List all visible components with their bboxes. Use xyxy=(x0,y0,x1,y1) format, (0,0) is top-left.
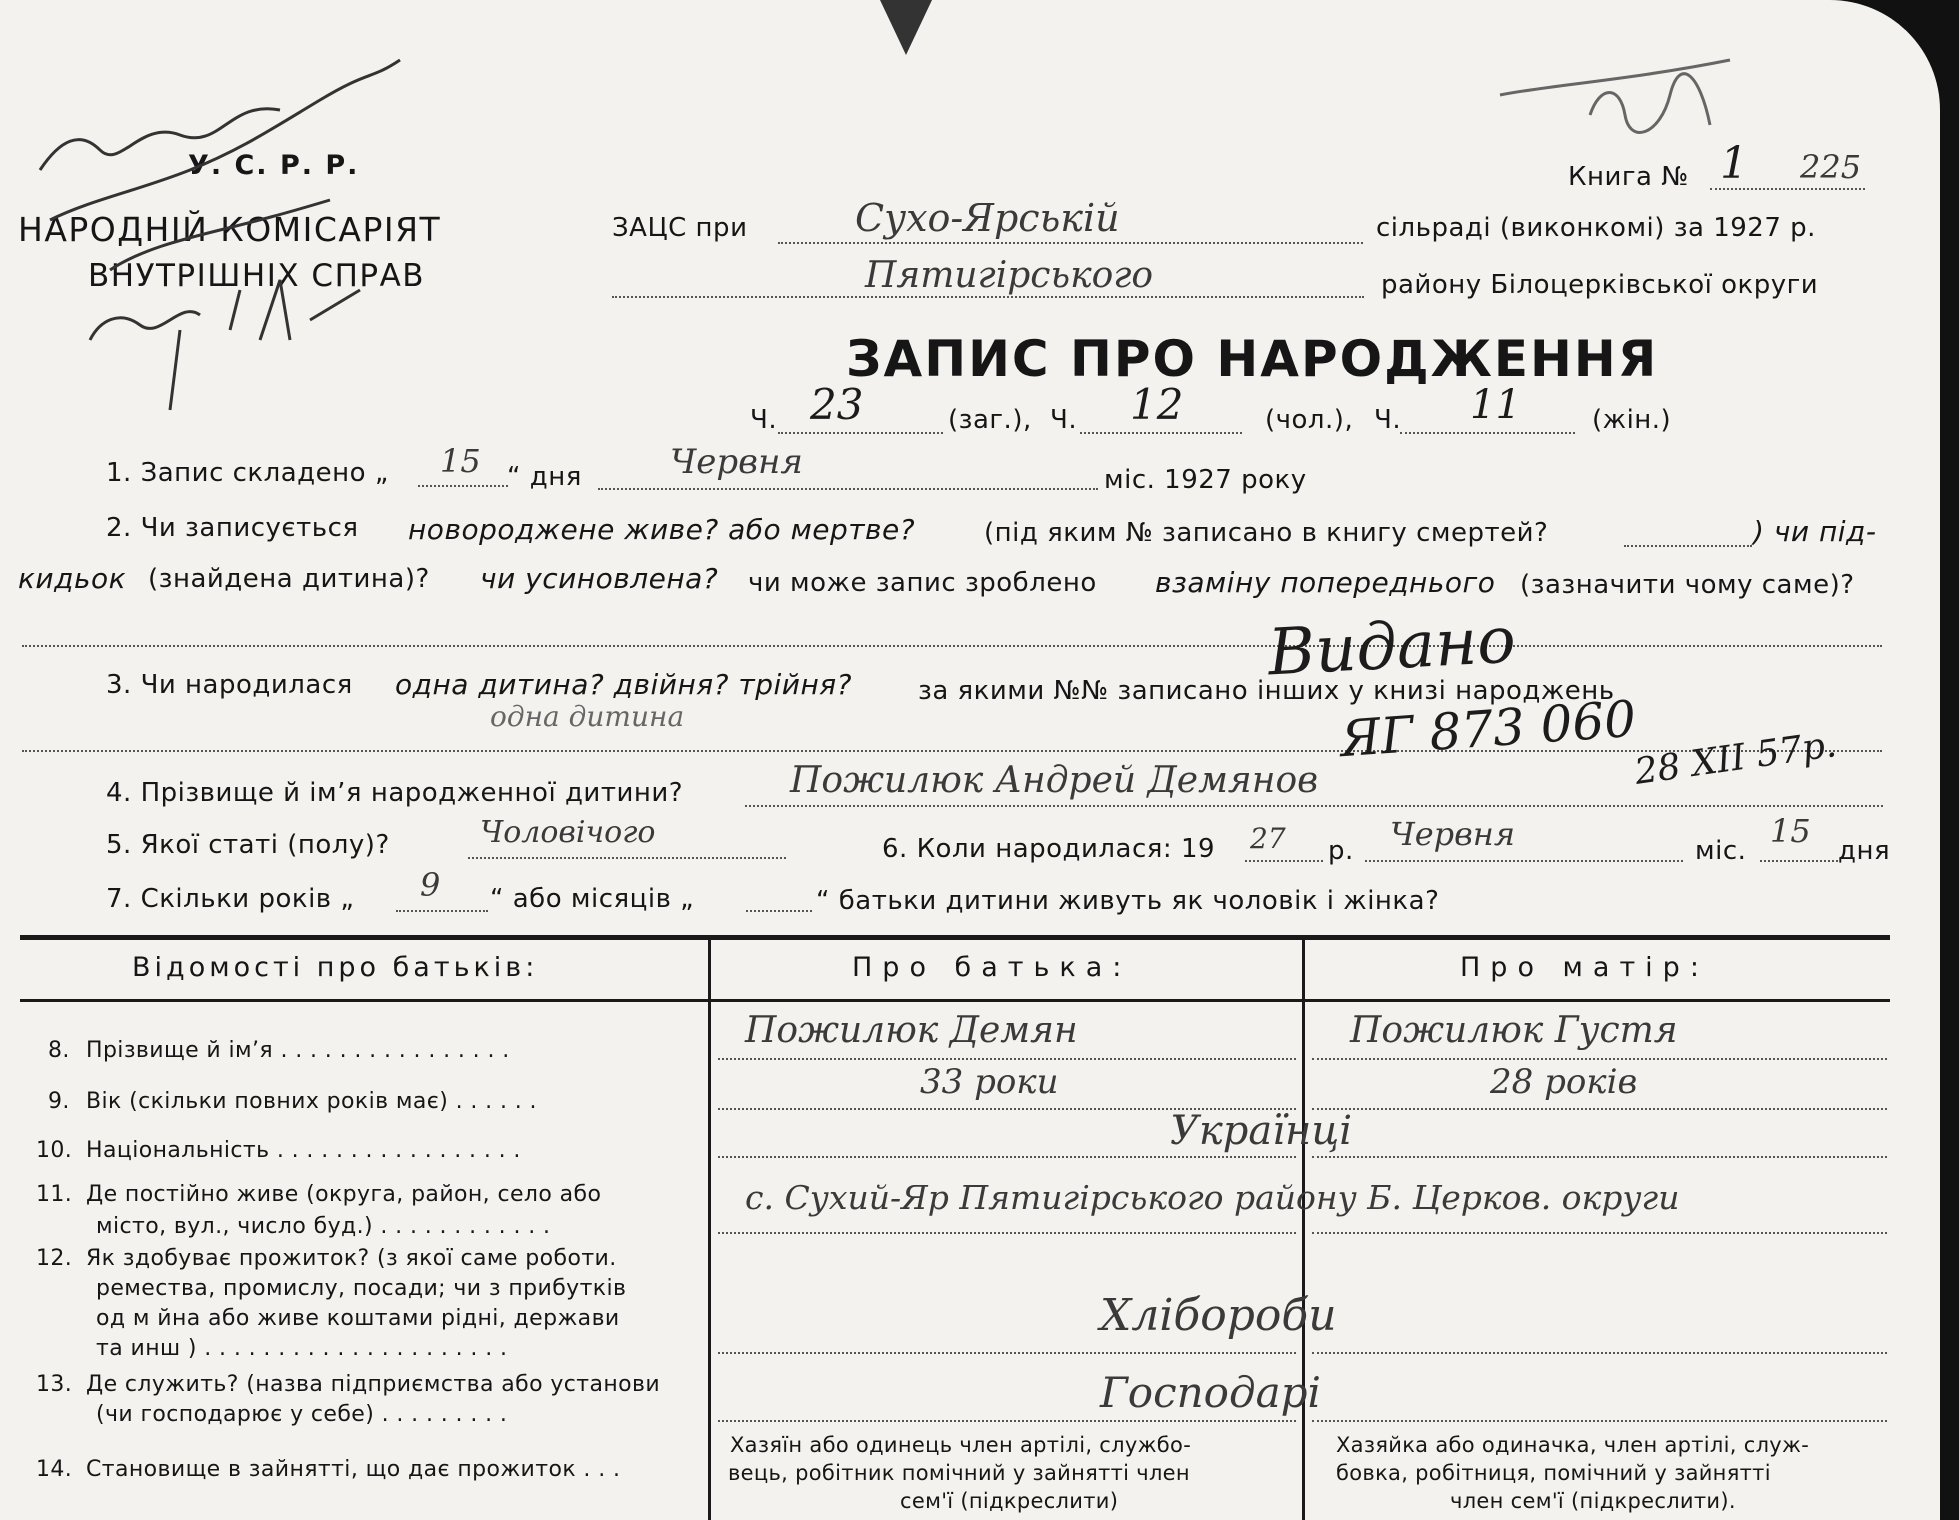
row-10-num: 10. xyxy=(36,1138,73,1163)
row-8-num: 8. xyxy=(48,1038,70,1063)
mother-note-2: бовка, робітниця, помічний у зайнятті xyxy=(1336,1461,1771,1485)
handwritten-resolution-icon xyxy=(30,40,450,420)
q1-day: 15 xyxy=(440,442,481,480)
table-header-mother: Про матір: xyxy=(1460,952,1709,983)
stamp-republic: У. С. Р. Р. xyxy=(188,150,360,181)
q3-c: за якими №№ записано інших у книзі народжень xyxy=(918,676,1615,706)
pencil-mark-icon xyxy=(1490,55,1740,145)
row-12-label-4: та инш ) . . . . . . . . . . . . . . . . . . . . . xyxy=(96,1336,508,1361)
q6-month: Червня xyxy=(1390,815,1516,853)
row-11-label: Де постійно живе (округа, район, село або xyxy=(86,1182,602,1207)
stamp-department: ВНУТРІШНІХ СПРАВ xyxy=(88,258,426,294)
q6-label: 6. Коли народилася: 19 xyxy=(882,834,1216,864)
row-8-label: Прізвище й ім’я . . . . . . . . . . . . . . . . xyxy=(86,1038,510,1063)
father-note-3: сем'ї (підкреслити) xyxy=(900,1489,1119,1513)
male-label: Ч. xyxy=(1050,405,1078,435)
q7-a: 7. Скільки років „ xyxy=(106,884,355,914)
mother-note-3: член сем'ї (підкреслити). xyxy=(1450,1489,1736,1513)
q2-l2-a: кидьок xyxy=(18,562,127,595)
q6-r: р. xyxy=(1328,836,1354,866)
annotation-word: Видано xyxy=(1266,603,1518,691)
total-unit: (заг.), xyxy=(948,405,1032,435)
row-13-num: 13. xyxy=(36,1372,73,1397)
zags-district: Пятигірського xyxy=(865,255,1154,296)
female-unit: (жін.) xyxy=(1592,405,1672,435)
q2-l2-c: чи усиновлена? xyxy=(480,562,719,595)
zags-suffix2: району Білоцерківської округи xyxy=(1381,270,1819,300)
q1-month: Червня xyxy=(670,442,803,482)
q6-mis: міс. xyxy=(1695,836,1747,866)
row-9-label: Вік (скільки повних років має) . . . . . . xyxy=(86,1089,537,1114)
row-9-num: 9. xyxy=(48,1089,70,1114)
q3-answer: одна дитина xyxy=(490,700,685,733)
female-number: 11 xyxy=(1470,382,1521,428)
father-age: 33 роки xyxy=(920,1062,1059,1102)
q2-l1-a: 2. Чи записується xyxy=(106,513,359,543)
row-12-label: Як здобуває прожиток? (з якої саме роботи. xyxy=(86,1246,617,1271)
row-13-label-2: (чи господарює у себе) . . . . . . . . . xyxy=(96,1402,508,1427)
father-note-1: Хазяїн або одинець член артілі, службо- xyxy=(730,1433,1192,1457)
q7-c: “ батьки дитини живуть як чоловік і жінка? xyxy=(816,886,1440,916)
mother-name: Пожилюк Густя xyxy=(1350,1010,1678,1051)
zags-prefix: ЗАЦС при xyxy=(612,213,748,243)
annotation-code: ЯГ 873 060 xyxy=(1338,689,1638,769)
male-unit: (чол.), xyxy=(1265,405,1354,435)
q7-years: 9 xyxy=(420,866,441,904)
book-label: Книга № xyxy=(1568,162,1689,192)
q2-l1-d: ) чи під- xyxy=(1753,515,1877,548)
row-14-label: Становище в зайнятті, що дає прожиток . . . xyxy=(86,1457,621,1482)
q3-b: одна дитина? двійня? трійня? xyxy=(395,668,852,701)
q1-text-b: “ дня xyxy=(507,462,582,492)
q5-label: 5. Якої статі (полу)? xyxy=(106,830,390,860)
total-number: 23 xyxy=(810,380,864,429)
mother-age: 28 років xyxy=(1490,1062,1638,1102)
row-12-label-2: ремества, промислу, посади; чи з прибутків xyxy=(96,1276,627,1301)
female-label: Ч. xyxy=(1374,405,1402,435)
q6-day: 15 xyxy=(1770,812,1811,850)
q5-answer: Чоловічого xyxy=(480,815,656,850)
employment: Господарі xyxy=(1100,1368,1321,1417)
row-11-label-2: місто, вул., число буд.) . . . . . . . . . . . . xyxy=(96,1214,551,1239)
table-header-parents: Відомості про батьків: xyxy=(132,952,539,983)
residence: с. Сухий-Яр Пятигірського району Б. Церков. округи xyxy=(745,1178,1680,1217)
pin-mark-icon xyxy=(880,0,932,55)
q2-l2-d: чи може запис зроблено xyxy=(748,568,1097,598)
q4-label: 4. Прізвище й ім’я народженної дитини? xyxy=(106,778,684,808)
zags-suffix1: сільраді (виконкомі) за 1927 р. xyxy=(1376,213,1816,243)
row-10-label: Національність . . . . . . . . . . . . . . . . . xyxy=(86,1138,521,1163)
mother-note-1: Хазяйка або одиначка, член артілі, служ- xyxy=(1336,1433,1810,1457)
book-page: 225 xyxy=(1800,148,1862,186)
row-14-num: 14. xyxy=(36,1457,73,1482)
father-note-2: вець, робітник помічний у зайнятті член xyxy=(728,1461,1190,1485)
q6-dnya: дня xyxy=(1838,836,1891,866)
q7-b: “ або місяців „ xyxy=(490,884,695,914)
q2-l2-e: взаміну попереднього xyxy=(1155,566,1496,599)
q2-l1-b: новороджене живе? або мертве? xyxy=(408,513,916,546)
annotation-date: 28 XII 57р. xyxy=(1632,724,1839,793)
father-name: Пожилюк Демян xyxy=(745,1010,1078,1051)
q2-l2-b: (знайдена дитина)? xyxy=(148,564,430,594)
q1-text-c: міс. 1927 року xyxy=(1104,465,1307,495)
zags-village: Сухо-Ярській xyxy=(855,196,1120,240)
book-number: 1 xyxy=(1720,138,1748,189)
q3-a: 3. Чи народилася xyxy=(106,670,353,700)
row-11-num: 11. xyxy=(36,1182,73,1207)
stamp-commissariat: НАРОДНІЙ КОМІСАРІЯТ xyxy=(18,210,442,249)
total-label: Ч. xyxy=(750,405,778,435)
table-header-father: Про батька: xyxy=(852,952,1132,983)
occupation: Хлібороби xyxy=(1100,1290,1337,1341)
q2-l2-f: (зазначити чому саме)? xyxy=(1520,570,1855,600)
page-title: ЗАПИС ПРО НАРОДЖЕННЯ xyxy=(846,330,1659,388)
q6-year: 27 xyxy=(1250,822,1286,855)
row-12-label-3: од м йна або живе коштами рідні, держави xyxy=(96,1306,620,1331)
q4-answer: Пожилюк Андрей Демянов xyxy=(790,760,1319,801)
row-12-num: 12. xyxy=(36,1246,73,1271)
row-13-label: Де служить? (назва підприємства або установи xyxy=(86,1372,661,1397)
male-number: 12 xyxy=(1130,380,1184,429)
nationality: Українці xyxy=(1170,1108,1353,1154)
q1-text-a: 1. Запис складено „ xyxy=(106,458,389,488)
q2-l1-c: (під яким № записано в книгу смертей? xyxy=(984,518,1549,548)
